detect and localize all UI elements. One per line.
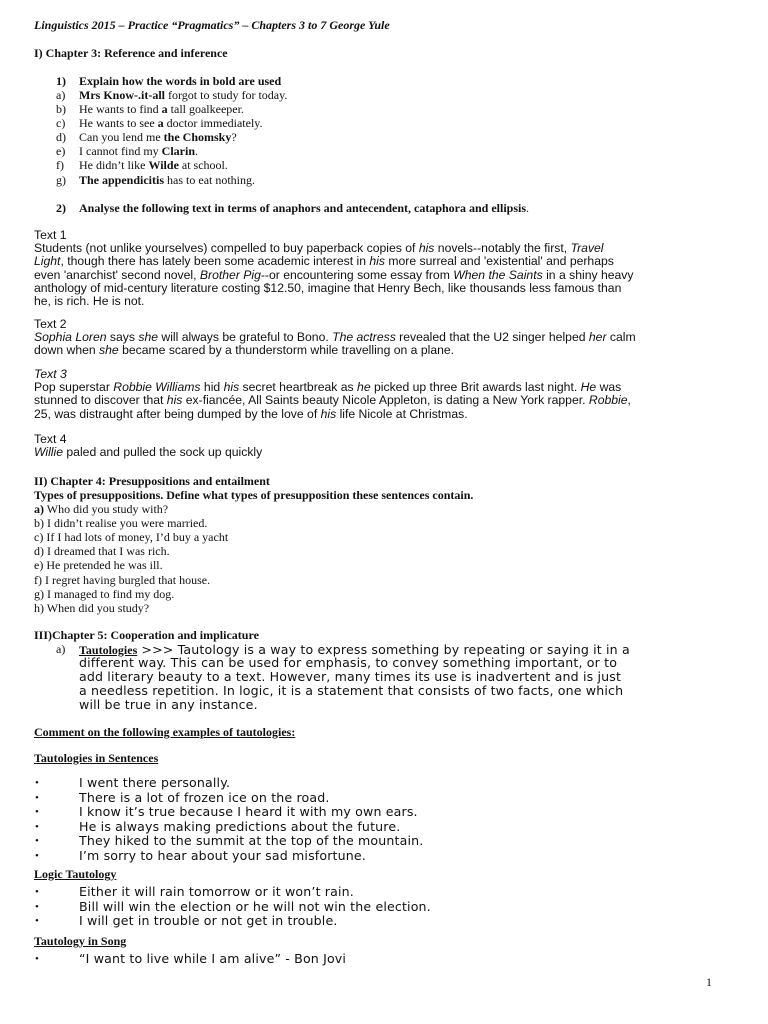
t3-text: stunned to discover that	[34, 393, 167, 408]
song-item: “I want to live while I am alive” - Bon Jovi	[79, 951, 347, 966]
t3-text: ex-fiancée, All Saints beauty Nicole Appleton, is dating a New York rapper.	[182, 393, 589, 408]
q1-item-letter: e)	[56, 144, 66, 158]
presupposition-item	[34, 530, 228, 544]
q1-item-text: Can you lend me	[79, 130, 164, 144]
presupposition-letter: h)	[34, 600, 44, 615]
t2-italic-word: she	[99, 343, 119, 358]
t2-italic-word: Sophia Loren	[34, 330, 107, 345]
q1-item-bold: The appendicitis	[79, 173, 165, 187]
q2-title-text: Analyse the following text in terms of anaphors and antecendent, cataphora and ellipsis	[79, 201, 527, 215]
presupposition-item	[34, 587, 174, 601]
presupposition-letter: a)	[34, 502, 44, 516]
t2-text: revealed that the U2 singer helped	[395, 330, 589, 345]
text2-label: Text 2	[34, 317, 67, 331]
text4-block	[34, 433, 262, 459]
chapter5-heading: III)Chapter 5: Cooperation and implicature	[34, 628, 259, 642]
q1-item	[79, 102, 244, 116]
presupposition-item	[34, 544, 170, 558]
presupposition-text: I managed to find my dog.	[44, 586, 175, 601]
t3-text: ,	[627, 393, 631, 408]
logic-item: Bill will win the election or he will not win the election.	[79, 898, 431, 914]
t1-italic-word: Brother Pig	[199, 267, 261, 282]
t3-text: was	[596, 380, 622, 395]
presupposition-item	[34, 601, 149, 615]
bullet-icon: •	[35, 886, 39, 898]
presupposition-letter: b)	[34, 516, 44, 531]
presupposition-letter: f)	[34, 572, 42, 587]
sentences-item: There is a lot of frozen ice on the road.	[79, 789, 330, 805]
presupposition-text: Who did you study with?	[44, 502, 169, 516]
q2-title	[79, 201, 529, 215]
text1-body	[34, 242, 633, 308]
logic-item: I will get in trouble or not get in trouble.	[79, 913, 338, 929]
q1-item-letter: c)	[56, 116, 66, 130]
t3-italic-word: his	[223, 380, 240, 395]
q1-item-letter: d)	[56, 130, 66, 144]
t1-italic-word: his	[418, 241, 435, 256]
bullet-icon: •	[35, 806, 39, 819]
t2-text: calm	[606, 330, 636, 345]
definition-line-2: different way. This can be used for emphasis, to convey something important, or to	[79, 655, 618, 670]
logic-item: Either it will rain tomorrow or it won’t rain.	[79, 884, 354, 899]
presupposition-text: I regret having burgled that house.	[42, 572, 211, 587]
q1-item-letter: b)	[56, 102, 66, 116]
t1-text: in a shiny heavy	[542, 267, 634, 282]
t3-italic-word: Robbie	[588, 393, 628, 408]
t1-text: --or encountering some essay from	[260, 267, 454, 282]
t2-text: became scared by a thunderstorm while travelling on a plane.	[118, 343, 455, 358]
t3-line	[34, 408, 631, 421]
t1-italic-word: his	[369, 254, 385, 269]
page-number: 1	[706, 975, 712, 989]
text4-body	[34, 446, 262, 459]
definition-line-3: add literary beauty to a text. However, many times its use is inadvertent and is just	[79, 669, 622, 684]
text1-block	[34, 229, 633, 308]
q2-number: 2)	[56, 201, 66, 215]
q1-item	[79, 173, 255, 187]
t3-italic-word: his	[166, 393, 183, 408]
q1-item-text: at school.	[178, 158, 228, 172]
q1-item-bold: Mrs Know-.it-all	[79, 88, 165, 102]
t1-italic-word: Light	[34, 254, 61, 269]
bullet-icon: •	[35, 791, 39, 804]
text4-label: Text 4	[34, 432, 67, 446]
t3-text: Pop superstar	[34, 380, 114, 395]
t3-text: picked up three Brit awards last night.	[370, 380, 581, 395]
q1-item-text: He didn’t like	[79, 158, 149, 172]
q1-number: 1)	[56, 74, 66, 88]
chapter4-heading: II) Chapter 4: Presuppositions and entailment	[34, 474, 270, 488]
chapter3-heading: I) Chapter 3: Reference and inference	[34, 46, 228, 60]
t2-text: down when	[34, 343, 100, 358]
text1-label: Text 1	[34, 228, 67, 242]
presupposition-item	[34, 502, 168, 516]
bullet-icon: •	[35, 900, 39, 913]
q1-item-bold: a	[157, 116, 164, 130]
t1-italic-word: When the Saints	[453, 267, 543, 282]
q1-item-text: .	[195, 144, 198, 158]
t1-text: Students (not unlike yourselves) compelled to buy paperback copies of	[34, 241, 419, 256]
q1-item-text: He wants to see	[79, 116, 158, 130]
definition-letter: a)	[56, 642, 66, 656]
q1-item-text: tall goalkeeper.	[167, 102, 244, 116]
t2-italic-word: she	[138, 330, 159, 345]
presupposition-text: When did you study?	[44, 600, 150, 615]
q1-item	[79, 130, 237, 144]
t1-text: even 'anarchist' second novel,	[34, 267, 200, 282]
q1-item-bold: Clarin	[161, 144, 195, 158]
presupposition-text: He pretended he was ill.	[43, 558, 163, 573]
definition-line-1: Tautology is a way to express something by repeating or saying it in a	[177, 642, 630, 657]
q1-item-text: ?	[231, 130, 237, 144]
t2-text: says	[106, 330, 139, 345]
sentences-item: He is always making predictions about the future.	[79, 818, 401, 834]
presupposition-text: If I had lots of money, I’d buy a yacht	[43, 530, 229, 545]
presupposition-item	[34, 558, 163, 572]
q1-item	[79, 144, 198, 158]
sentences-item: They hiked to the summit at the top of the mountain.	[79, 833, 424, 849]
q1-item	[79, 158, 228, 172]
definition-line-4: a needless repetition. In logic, it is a statement that consists of two facts, one which	[79, 683, 624, 698]
presupposition-item	[34, 516, 207, 530]
t1-italic-word: Travel	[570, 241, 604, 256]
definition-line-5: will be true in any instance.	[79, 697, 258, 712]
text3-block	[34, 368, 631, 421]
q1-item-text: has to eat nothing.	[164, 173, 256, 187]
sentences-item: I’m sorry to hear about your sad misfortune.	[79, 848, 366, 863]
t3-text: hid	[200, 380, 224, 395]
q1-item-text: He wants to find	[79, 102, 162, 116]
bullet-icon: •	[35, 953, 39, 965]
t3-text: life Nicole at Christmas.	[336, 406, 468, 421]
bullet-icon: •	[35, 820, 39, 833]
presupposition-text: I dreamed that I was rich.	[44, 544, 170, 559]
q1-item	[79, 88, 287, 102]
sentences-item: I went there personally.	[79, 775, 231, 790]
t4-text: paled and pulled the sock up quickly	[63, 445, 263, 460]
presupposition-text: I didn’t realise you were married.	[44, 516, 208, 531]
comment-heading: Comment on the following examples of tautologies:	[34, 725, 296, 739]
t1-text: novels--notably the first,	[434, 241, 571, 256]
presupposition-letter: c)	[34, 530, 44, 545]
bullet-icon: •	[35, 850, 39, 862]
q1-item-letter: g)	[56, 173, 66, 187]
definition-arrows: >>>	[137, 642, 178, 657]
t3-italic-word: He	[580, 380, 597, 395]
t1-text: he, is rich. He is not.	[34, 294, 145, 309]
presupposition-letter: g)	[34, 586, 44, 601]
t2-text: will always be grateful to Bono.	[158, 330, 333, 345]
page-header: Linguistics 2015 – Practice “Pragmatics” – Chapters 3 to 7 George Yule	[34, 18, 390, 32]
bullet-icon: •	[35, 835, 39, 848]
q1-item-bold: the Chomsky	[163, 130, 232, 144]
q1-title: Explain how the words in bold are used	[79, 74, 282, 88]
t2-line	[34, 344, 636, 357]
q1-item-letter: f)	[56, 158, 64, 172]
t4-italic-word: Willie	[34, 445, 64, 460]
text2-body	[34, 331, 636, 357]
bullet-icon: •	[35, 777, 39, 789]
text3-body	[34, 381, 631, 421]
q2-title-end: .	[526, 201, 530, 215]
text2-block	[34, 318, 636, 358]
q1-item-text: forgot to study for today.	[165, 88, 288, 102]
t1-text: anthology of mid-century literature costing $12.50, imagine that Henry Bech, like thousands less famous than	[34, 280, 622, 295]
t1-text: , though there has lately been some academic interest in	[60, 254, 370, 269]
q1-item-bold: a	[161, 102, 168, 116]
t3-text: secret heartbreak as	[239, 380, 358, 395]
t3-italic-word: he	[357, 380, 371, 395]
t2-italic-word: her	[588, 330, 607, 345]
q1-item-text: I cannot find my	[79, 144, 162, 158]
definition-term: Tautologies	[79, 643, 138, 657]
q1-item-bold: Wilde	[148, 158, 179, 172]
q1-item	[79, 116, 263, 130]
t3-text: 25, was distraught after being dumped by the love of	[34, 406, 321, 421]
presupposition-item	[34, 573, 210, 587]
presupposition-letter: e)	[34, 558, 44, 573]
text3-label: Text 3	[34, 367, 67, 381]
t1-text: more surreal and 'existential' and perhaps	[384, 254, 614, 269]
chapter4-subheading: Types of presuppositions. Define what types of presupposition these sentences contain.	[34, 488, 474, 502]
t4-line	[34, 446, 262, 459]
song-heading: Tautology in Song	[34, 934, 127, 948]
sentences-item: I know it’s true because I heard it with my own ears.	[79, 804, 418, 820]
q1-item-letter: a)	[56, 88, 66, 102]
logic-heading: Logic Tautology	[34, 867, 117, 881]
presupposition-letter: d)	[34, 544, 44, 559]
bullet-icon: •	[35, 915, 39, 928]
q1-item-text: doctor immediately.	[163, 116, 263, 130]
t3-italic-word: his	[320, 406, 337, 421]
sentences-heading: Tautologies in Sentences	[34, 751, 159, 765]
t2-italic-word: The actress	[332, 330, 396, 345]
t3-italic-word: Robbie Williams	[113, 380, 201, 395]
t1-line	[34, 295, 633, 308]
